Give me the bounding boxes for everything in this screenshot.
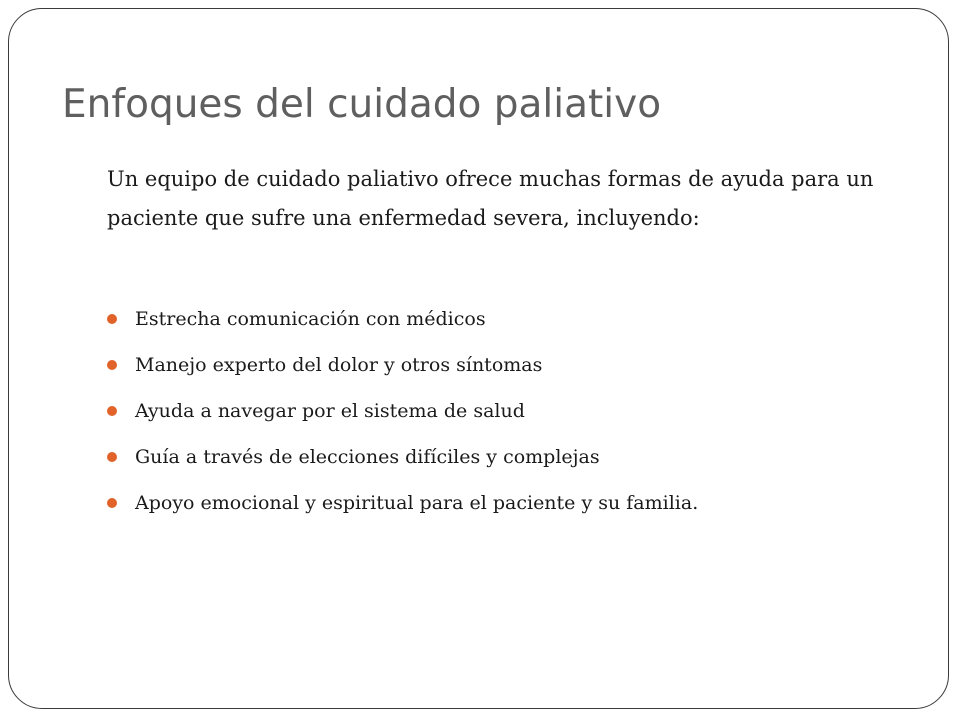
bullet-text: Estrecha comunicación con médicos [135,308,486,330]
bullet-item [107,342,698,388]
bullet-text: Apoyo emocional y espiritual para el paciente y su familia. [135,492,699,514]
bullet-item [107,388,698,434]
slide-title: Enfoques del cuidado paliativo [62,82,662,127]
intro-paragraph: Un equipo de cuidado paliativo ofrece muchas formas de ayuda para un paciente que sufre una enfermedad severa, incluyendo: [107,167,874,230]
bullet-text: Guía a través de elecciones difíciles y complejas [135,446,600,468]
bullet-list [107,296,698,526]
bullet-dot-icon [107,314,117,324]
bullet-item [107,480,698,526]
bullet-item [107,296,698,342]
bullet-dot-icon [107,360,117,370]
bullet-dot-icon [107,452,117,462]
bullet-dot-icon [107,498,117,508]
bullet-text: Manejo experto del dolor y otros síntomas [135,354,543,376]
bullet-item [107,434,698,480]
bullet-text: Ayuda a navegar por el sistema de salud [135,400,525,422]
bullet-dot-icon [107,406,117,416]
